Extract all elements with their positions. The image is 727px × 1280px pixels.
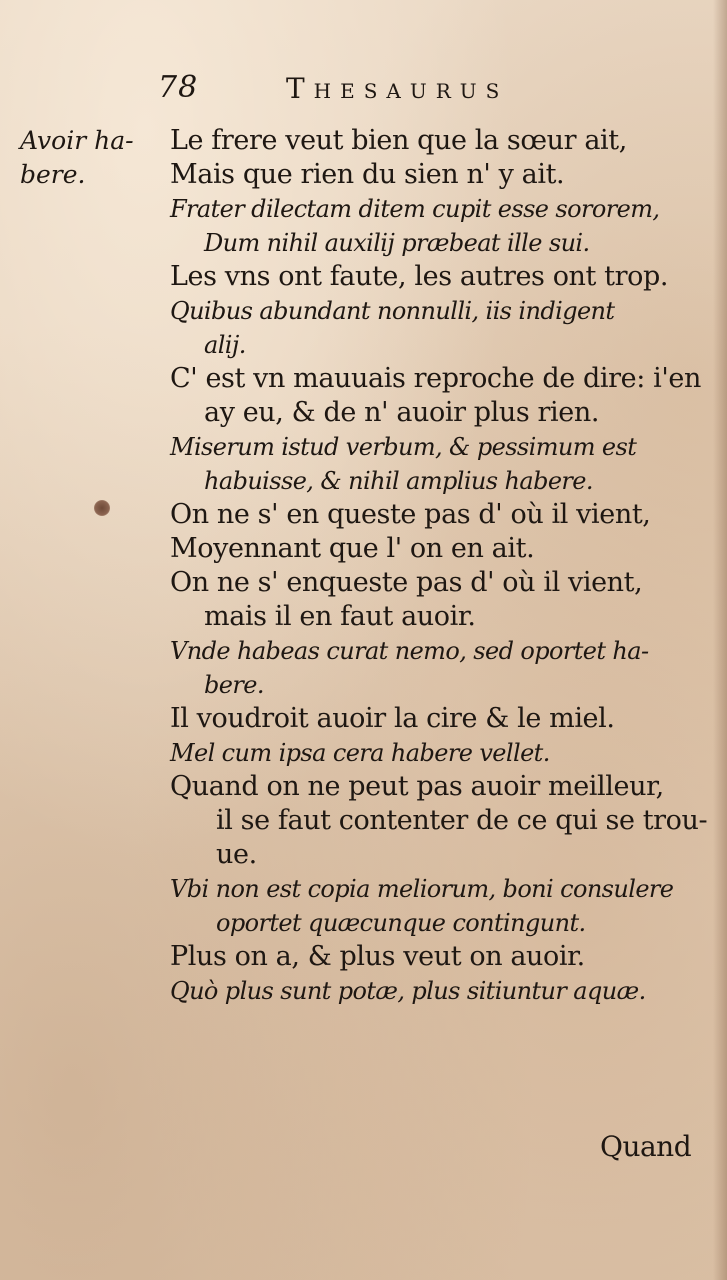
text-line: Les vns ont faute, les autres ont trop. [170, 261, 669, 292]
text-line: Frater dilectam ditem cupit esse sororem, [170, 195, 660, 223]
text-line: Le frere veut bien que la sœur ait, [170, 125, 627, 156]
page-number: 78 [158, 70, 199, 105]
text-line: Quò plus sunt potæ, plus sitiuntur aquæ. [170, 977, 646, 1005]
text-line: habuisse, & nihil amplius habere. [204, 467, 593, 495]
text-line: Vbi non est copia meliorum, boni consulere [170, 875, 674, 903]
text-line: Plus on a, & plus veut on auoir. [170, 941, 585, 972]
running-title: Thesaurus [286, 72, 509, 105]
text-line: Il voudroit auoir la cire & le miel. [170, 703, 615, 734]
text-line: bere. [204, 671, 264, 699]
page-header [158, 70, 598, 114]
text-line: Mais que rien du sien n' y ait. [170, 159, 565, 190]
page-edge-shadow [713, 0, 727, 1280]
text-line: Moyennant que l' on en ait. [170, 533, 535, 564]
text-line: oportet quæcunque contingunt. [216, 909, 586, 937]
catchword: Quand [600, 1130, 692, 1163]
margin-note-line: Avoir ha- [20, 126, 134, 155]
margin-note-line: bere. [20, 160, 86, 189]
text-body [170, 124, 710, 1008]
ink-stain [94, 500, 110, 516]
text-line: mais il en faut auoir. [204, 601, 476, 632]
text-line: Mel cum ipsa cera habere vellet. [170, 739, 550, 767]
text-line: Dum nihil auxilij præbeat ille sui. [204, 229, 590, 257]
margin-note [20, 124, 152, 192]
text-line: On ne s' enqueste pas d' où il vient, [170, 567, 643, 598]
text-line: Miserum istud verbum, & pessimum est [170, 433, 637, 461]
text-line: alij. [204, 331, 246, 359]
text-line: Quibus abundant nonnulli, iis indigent [170, 297, 615, 325]
text-line: ue. [216, 839, 257, 870]
text-line: C' est vn mauuais reproche de dire: i'en [170, 363, 701, 394]
text-line: Quand on ne peut pas auoir meilleur, [170, 771, 664, 802]
text-line: On ne s' en queste pas d' où il vient, [170, 499, 651, 530]
text-line: il se faut contenter de ce qui se trou- [216, 805, 708, 836]
text-line: Vnde habeas curat nemo, sed oportet ha- [170, 637, 649, 665]
text-line: ay eu, & de n' auoir plus rien. [204, 397, 600, 428]
